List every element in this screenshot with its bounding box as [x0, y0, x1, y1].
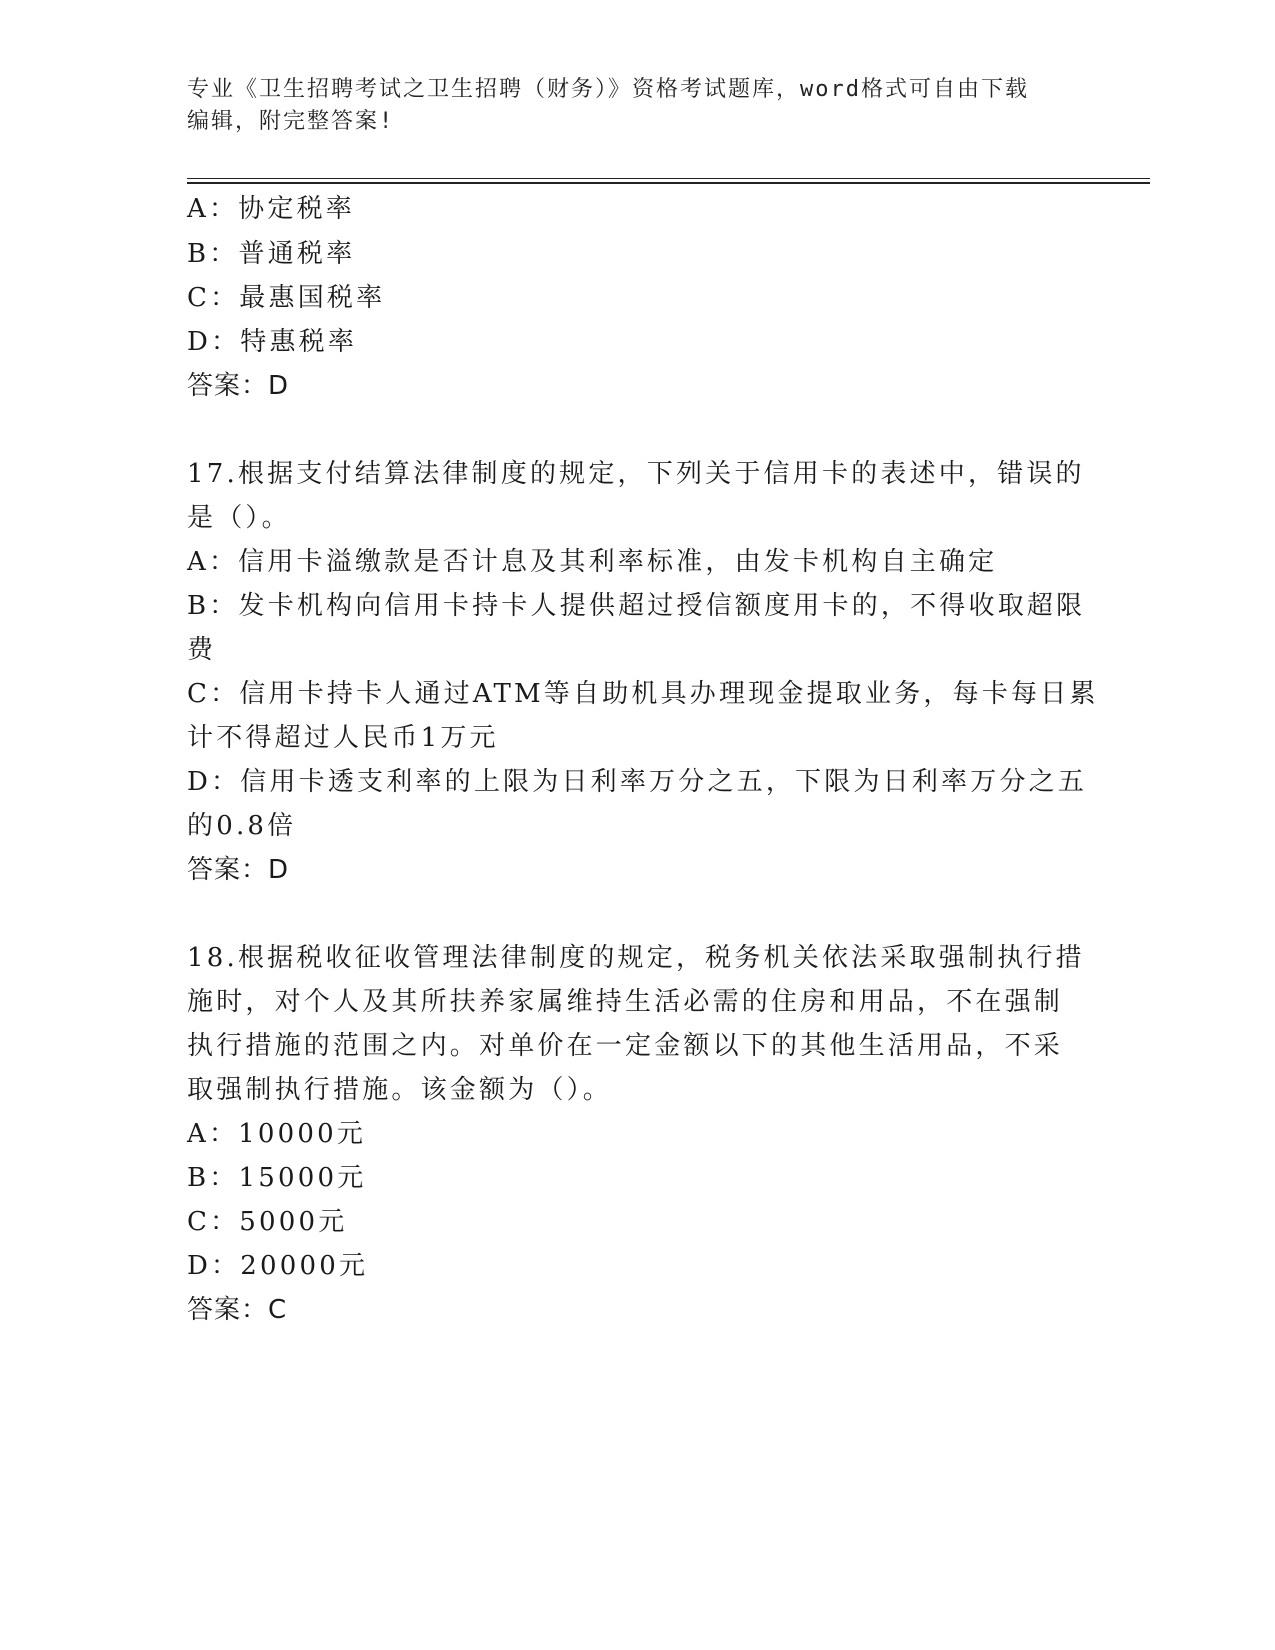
q17-option-d-line-1: D：信用卡透支利率的上限为日利率万分之五，下限为日利率万分之五: [187, 767, 1088, 797]
q18-question-line-4: 取强制执行措施。该金额为（）。: [187, 1075, 613, 1105]
q17-option-c-line-1: C：信用卡持卡人通过ATM等自助机具办理现金提取业务，每卡每日累: [187, 679, 1099, 709]
q17-option-a: A：信用卡溢缴款是否计息及其利率标准，由发卡机构自主确定: [187, 547, 998, 577]
q17-option-c-line-2: 计不得超过人民币1万元: [187, 723, 499, 753]
q18-question-line-3: 执行措施的范围之内。对单价在一定金额以下的其他生活用品，不采: [187, 1031, 1064, 1061]
q16-option-a: A：协定税率: [187, 194, 355, 224]
q17-option-d-line-2: 的0.8倍: [187, 811, 297, 841]
q17-question-line-2: 是（）。: [187, 503, 291, 533]
header-divider-thin: [187, 178, 1150, 179]
q18-question-line-2: 施时，对个人及其所扶养家属维持生活必需的住房和用品，不在强制: [187, 987, 1064, 1017]
q18-question-line-1: 18.根据税收征收管理法律制度的规定，税务机关依法采取强制执行措: [187, 943, 1085, 973]
page-header: [187, 74, 1067, 138]
header-line-1: 专业《卫生招聘考试之卫生招聘（财务）》资格考试题库，word格式可自由下载: [187, 77, 1029, 102]
q18-option-a: A：10000元: [187, 1119, 367, 1149]
q17-question-line-1: 17.根据支付结算法律制度的规定，下列关于信用卡的表述中，错误的: [187, 459, 1085, 489]
header-divider-thick: [187, 182, 1150, 184]
q18-option-b: B：15000元: [187, 1163, 367, 1193]
q16-answer: 答案：D: [187, 371, 290, 401]
q18-answer: 答案：C: [187, 1295, 288, 1325]
q16-option-c: C：最惠国税率: [187, 283, 386, 313]
q18-option-c: C：5000元: [187, 1207, 348, 1237]
header-line-2: 编辑，附完整答案!: [187, 109, 395, 134]
q17-option-b-line-1: B：发卡机构向信用卡持卡人提供超过授信额度用卡的，不得收取超限: [187, 591, 1086, 621]
q16-option-d: D：特惠税率: [187, 327, 358, 357]
q16-option-b: B：普通税率: [187, 239, 356, 269]
q17-option-b-line-2: 费: [187, 635, 217, 665]
q18-option-d: D：20000元: [187, 1251, 369, 1281]
q17-answer: 答案：D: [187, 855, 290, 885]
